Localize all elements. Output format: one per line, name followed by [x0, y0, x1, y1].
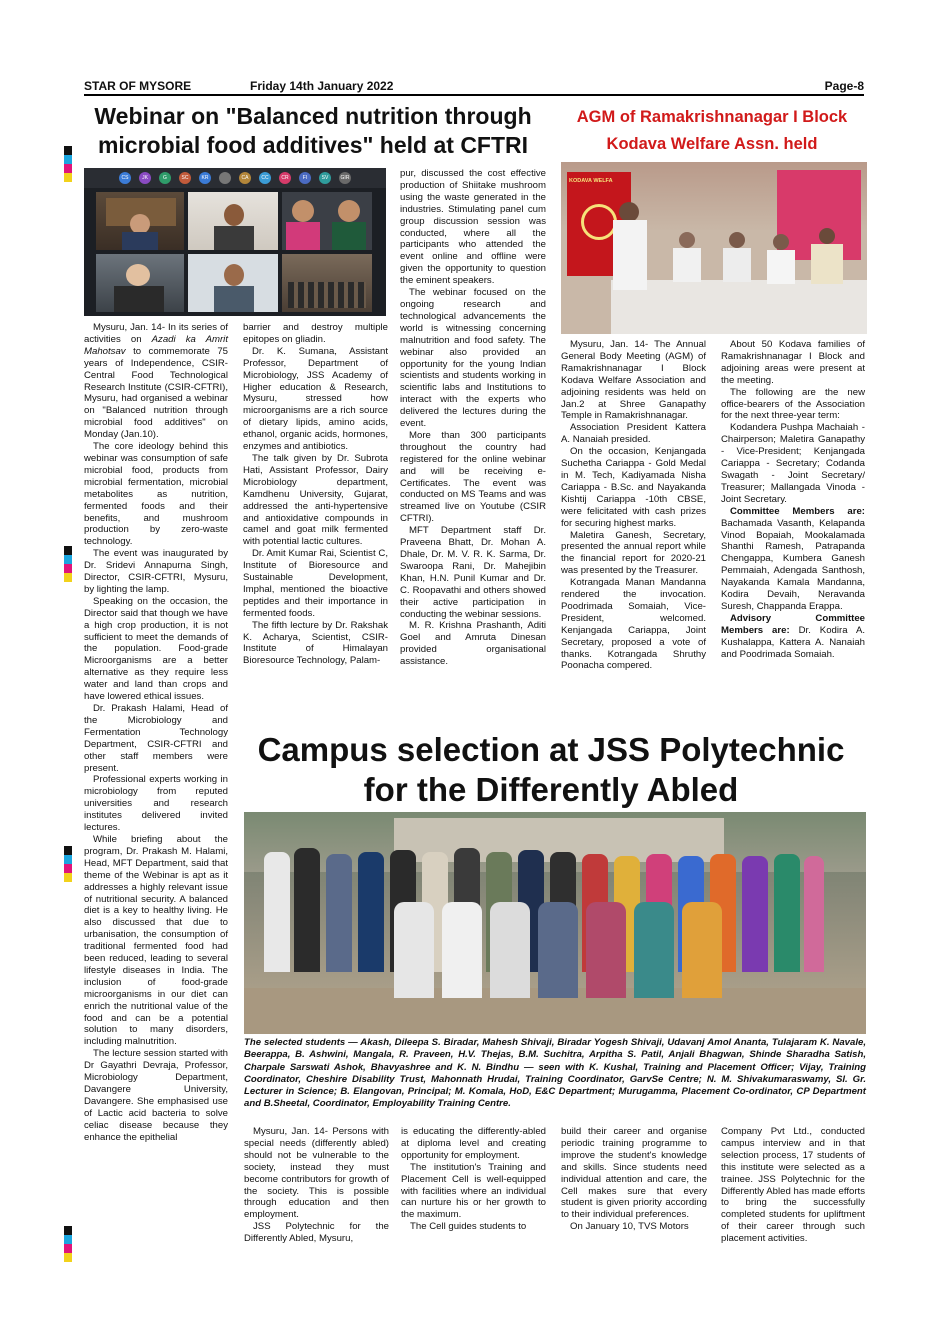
participant-avatar: KR — [199, 172, 211, 184]
agm-headline: AGM of Ramakrishnanagar I Block Kodava Welfare Assn. held — [576, 108, 848, 153]
paragraph: The lecture session started with Dr Gayathri Devraja, Professor, Microbiology Department, Davangere University, Davangere. She emphasised use of Lactic acid bacteria to solve celiac disease because they enhance the epithelial — [84, 1048, 228, 1143]
video-tile — [96, 254, 184, 312]
newspaper-name: STAR OF MYSORE — [84, 79, 192, 93]
speaker-figure — [613, 220, 647, 290]
webinar-column-1 — [84, 322, 228, 1144]
video-tile — [188, 192, 278, 250]
paragraph: The talk given by Dr. Subrota Hati, Assistant Professor, Dairy Microbiology department, Kamdhenu University, Gujarat, addressed the anti-hypertensive and antioxidative compounds in camel and goat milk fermented with potential lactic cultures. — [243, 452, 388, 548]
jss-column-4 — [721, 1126, 865, 1245]
paragraph: M. R. Krishna Prashanth, Aditi Goel and Amruta Dinesan provided organisational assistance. — [400, 620, 546, 668]
paragraph: The Cell guides students to — [410, 1221, 527, 1233]
issue-date: Friday 14th January 2022 — [250, 79, 394, 93]
video-tile — [282, 254, 372, 312]
table-cloth — [611, 280, 867, 334]
paragraph: The following are the new office-bearers of the Association for the next three-year term: — [721, 386, 865, 422]
paragraph: Professional experts working in microbiology from reputed universities and research institutes delivered invited lectures. — [84, 774, 228, 834]
registration-marks-mid — [64, 546, 72, 582]
paragraph: Dr. Amit Kumar Rai, Scientist C, Institute of Bioresource and Sustainable Development, Imphal, mentioned the bioactive peptides and their importance in fermented foods. — [243, 548, 388, 619]
agm-column-1 — [561, 339, 706, 672]
paragraph: MFT Department staff Dr. Praveena Bhatt, Dr. Mohan A. Dhale, Dr. M. V. R. K. Sarma, Dr. Swaroopa Rani, Dr. Mahejibin Khan, H.N. Punil Kumar and Dr. C. Roopavathi and others showed their active participation in conducting the webinar sessions. — [400, 525, 546, 620]
paragraph: is educating the differently-abled at diploma level and creating opportunity for employment. — [401, 1126, 546, 1161]
paragraph: Committee Members are: Bachamada Vasanth, Kelapanda Vinod Bopaiah, Mookalamada Shanthi Ramesh, Patrapanda Chengappa, Kumbera Ganesh Pemmaiah, Adengada Santhosh, Nayakanda Kamala Mandanna, Kodira Devaih, Neravanda Suresh, Chappanda Erappa. — [721, 505, 865, 612]
participant-avatar: GIR — [339, 172, 351, 184]
jss-column-2 — [401, 1126, 546, 1233]
paragraph: Dr. K. Sumana, Assistant Professor, Department of Microbiology, JSS Academy of Higher education & Research, Mysuru, stressed how microorganisms are a rich source of dietary lipids, amino acids, ethanol, organic acids, hormones, enzymes and antibiotics. — [243, 345, 388, 453]
paragraph: Company Pvt Ltd., conducted campus interview and in that selection process, 17 students of this institute were selected as a trainee. JSS Polytechnic for the Differently Abled has made efforts to bring the successfully completed students for upliftment of their career through such placement activities. — [721, 1126, 865, 1245]
paragraph: Kodandera Pushpa Machaiah - Chairperson; Maletira Ganapathy - Vice-President; Kenjangada Cariappa - Secretary; Codanda Swagath - Joint Secretary/ Treasurer; Mallangada Vinoda - Joint Secretary. — [721, 422, 865, 505]
participant-strip — [84, 168, 386, 188]
video-tile — [282, 192, 372, 250]
paragraph: The fifth lecture by Dr. Rakshak K. Acharya, Scientist, CSIR-Institute of Himalayan Bioresource Technology, Palam- — [243, 619, 388, 667]
jss-column-1 — [244, 1126, 389, 1245]
webinar-column-2 — [243, 322, 388, 667]
paragraph: Kotrangada Manan Mandanna rendered the invocation. Poodrimada Somaiah, Vice-President, welcomed. Kenjangada Cariappa, Joint Secretary, proposed a vote of thanks. Kotrangada Shruthy Poonacha compered. — [561, 577, 706, 672]
paragraph: On the occasion, Kenjangada Suchetha Cariappa - Gold Medal in M. Tech, Kadiyamada Nisha Cariappa - B.Sc. and Nayakanda Kishtij Cariappa -10th CBSE, were felicitated with cash prizes for securing highest marks. — [561, 446, 706, 529]
participant-avatar — [219, 172, 231, 184]
paragraph: The webinar focused on the ongoing research and technological advancements the world is witnessing concerning malnutrition and food safety. The webinar also provided an opportunity for the young Indian scientists and students working in scientific labs and Institutions to interact with the experts who delivered the lectures during the event. — [400, 287, 546, 430]
paragraph: The institution's Training and Placement Cell is well-equipped with facilities where an individual can nurture his or her growth to the maximum. — [401, 1161, 546, 1221]
paragraph: Mysuru, Jan. 14- Persons with special needs (differently abled) should not be vulnerable to the society, instead they must become contributors for growth of the society. This is possible through education and then employment. — [244, 1126, 389, 1221]
paragraph: The event was inaugurated by Dr. Sridevi Annapurna Singh, Director, CSIR-CFTRI, Mysuru, by lighting the lamp. — [84, 548, 228, 595]
paragraph: The core ideology behind this webinar was consumption of safe microbial food, products from microbial fermentation, microbial metabolites as nutrition, fermented foods and their benefits, and mushroom production by zero-waste technology. — [84, 441, 228, 548]
participant-avatar: CS — [119, 172, 131, 184]
participant-avatar: FI — [299, 172, 311, 184]
page-number: Page-8 — [824, 79, 864, 93]
paragraph: Speaking on the occasion, the Director said that though we have a high crop production, it is not sufficient to meet the demands of the population. Food-grade Microorganisms are a better alternative as they require less water and land than crops and have lowered ethical issues. — [84, 595, 228, 703]
video-tile — [188, 254, 278, 312]
participant-avatar: SV — [319, 172, 331, 184]
registration-marks-low — [64, 846, 72, 882]
paragraph: About 50 Kodava families of Ramakrishnanagar I Block and adjoining areas were present at the meeting. — [721, 339, 865, 386]
participant-avatar: JK — [139, 172, 151, 184]
webinar-column-3 — [400, 168, 546, 668]
paragraph: Mysuru, Jan. 14- The Annual General Body Meeting (AGM) of Ramakrishnanagar I Block Kodava Welfare Association and adjoining residents was held on Jan.2 at Shree Ganapathy Temple in Ramakrishnanagar. — [561, 339, 706, 422]
paragraph: While briefing about the program, Dr. Prakash M. Halami, Head, MFT Department, said that theme of the Webinar is apt as it addresses a highly relevant issue of nutritional security. A balanced diet is a key to healthy living. He also discussed that due to urbanisation, the consumption of traditional fermented food had been reduced, leading to several lifestyle diseases in India. The inclusion of food-grade microorganisms in our diet can enrich the nutritional value of the food and can be a potential solution to many disorders, including malnutrition. — [84, 833, 228, 1048]
paragraph: On January 10, TVS Motors — [570, 1221, 689, 1233]
agm-column-2 — [721, 339, 865, 660]
paragraph: barrier and destroy multiple epitopes on gliadin. — [243, 322, 388, 345]
webinar-headline: Webinar on "Balanced nutrition through microbial food additives" held at CFTRI — [94, 103, 532, 158]
participant-avatar: G — [159, 172, 171, 184]
registration-marks-top — [64, 146, 72, 182]
banner-text: KODAVA WELFA — [569, 178, 613, 184]
paragraph: Dr. Prakash Halami, Head of the Microbiology and Fermentation Technology Department, CSIR-CFTRI and other staff members were present. — [84, 703, 228, 774]
participant-avatar: CA — [239, 172, 251, 184]
jss-column-3 — [561, 1126, 707, 1233]
webinar-screenshot-photo — [84, 168, 386, 316]
page-header — [84, 78, 864, 96]
paragraph: build their career and organise periodic training programme to improve the student's knowledge and skills. Since students need individual attention and care, the Cell makes sure that every student is given priority according to their individual preferences. — [561, 1126, 707, 1221]
paragraph: JSS Polytechnic for the Differently Abled, Mysuru, — [244, 1221, 389, 1245]
paragraph: More than 300 participants throughout the country had registered for the online webinar and will be receiving e-Certificates. The event was conducted on MS Teams and was streamed live on Youtube (CSIR CFTRI). — [400, 429, 546, 525]
jss-photo-caption: The selected students — Akash, Dileepa S. Biradar, Mahesh Shivaji, Biradar Yogesh Shivaji, Udavanj Amol Ananta, Tulajaram K. Navale, Beerappa, B. Ashwini, Mangala, R. Praveen, H.V. Thejas, B.M. Suchitra, Arpitha S. Patil, Anjali Bhagwan, Shinde Sharadha Satish, Charpale Sarswati Ashok, Bhavyashree and K. N. Bindhu — seen with K. Kushal, Training and Placement Officer; Vijay, Training Coordinator, Cheshire Disability Trust, Mahonnath Hrudai, Training Coordinator, GarvSe Centre; N. M. Shivakumaraswamy, Sl. Gr. Lecturer in Science; B. Elangovan, Principal; M. Komala, HoD, E&C Department; Murugamma, Placement Co-ordinator, CP Department and B.Sheetal, Coordinator, Employability Training Centre. — [244, 1037, 866, 1110]
participant-avatar: SC — [179, 172, 191, 184]
participant-avatar: CC — [259, 172, 271, 184]
agm-meeting-photo — [561, 162, 867, 334]
jss-headline: Campus selection at JSS Polytechnic for the Differently Abled — [257, 731, 845, 808]
paragraph: pur, discussed the cost effective production of Shiitake mushroom using the waste generated in the industries. Stimulating panel cum group discussion session was conducted, where all the participants who attended the event online and offline were given the opportunity to question the eminent speakers. — [400, 168, 546, 287]
participant-avatar: CR — [279, 172, 291, 184]
paragraph: Mysuru, Jan. 14- In its series of activities on Azadi ka Amrit Mahotsav to commemorate 75 years of Independence, CSIR-Central Food Technological Research Institute (CSIR-CFTRI), Mysuru, had organised a webinar on "Balanced nutrition through microbial food additives" on Monday (Jan.10). — [84, 322, 228, 441]
paragraph: Advisory Committee Members are: Dr. Kodira A. Kushalappa, Kattera A. Nanaiah and Poodrimada Somaiah. — [721, 612, 866, 660]
jss-group-photo — [244, 812, 866, 1034]
registration-marks-bottom — [64, 1226, 72, 1262]
paragraph: Maletira Ganesh, Secretary, presented the annual report while the financial report for 2020-21 was presented by the Treasurer. — [561, 529, 706, 577]
video-tile — [96, 192, 184, 250]
paragraph: Association President Kattera A. Nanaiah presided. — [561, 422, 706, 446]
